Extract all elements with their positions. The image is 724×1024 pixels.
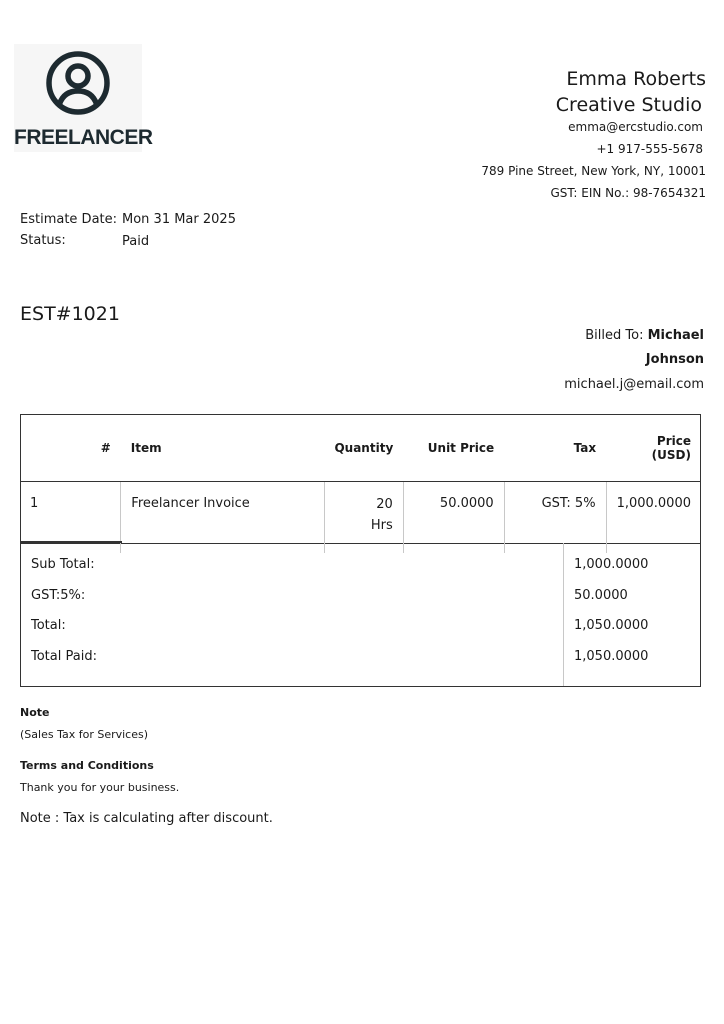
estimate-number: EST#1021 xyxy=(20,303,120,325)
total-paid-value: 1,050.0000 xyxy=(574,649,649,664)
note-text: (Sales Tax for Services) xyxy=(20,728,149,741)
status-label: Status: xyxy=(20,233,66,248)
items-table xyxy=(20,414,701,553)
company-phone: +1 917-555-5678 xyxy=(596,142,703,156)
total-paid-label: Total Paid: xyxy=(31,649,97,664)
totals-divider xyxy=(563,543,564,686)
total-label: Total: xyxy=(31,618,66,633)
footer-note: Note : Tax is calculating after discount. xyxy=(20,811,273,826)
subtotal-label: Sub Total: xyxy=(31,557,95,572)
gst-value: 50.0000 xyxy=(574,588,628,603)
column-header-unit-price: Unit Price xyxy=(403,414,504,482)
estimate-date-label: Estimate Date: xyxy=(20,212,118,227)
column-header-quantity: Quantity xyxy=(324,414,403,482)
company-name-line-2: Creative Studio xyxy=(555,94,702,116)
row-quantity-value: 20 xyxy=(376,497,393,512)
row-index: 1 xyxy=(30,496,39,511)
row-quantity-unit: Hrs xyxy=(370,518,393,533)
row-tax: GST: 5% xyxy=(504,482,606,554)
note-heading: Note xyxy=(20,706,50,719)
billed-to-email: michael.j@email.com xyxy=(564,377,704,392)
company-email: emma@ercstudio.com xyxy=(568,120,703,134)
company-logo xyxy=(14,44,153,152)
company-tax-id: GST: EIN No.: 98-7654321 xyxy=(550,186,706,200)
total-value: 1,050.0000 xyxy=(574,618,649,633)
column-header-price: Price (USD) xyxy=(606,414,701,482)
billed-to-line-1 xyxy=(585,328,704,343)
status-value: Paid xyxy=(122,234,150,249)
column-header-index: # xyxy=(20,414,121,482)
column-header-tax: Tax xyxy=(504,414,606,482)
subtotal-value: 1,000.0000 xyxy=(574,557,649,572)
row-price: 1,000.0000 xyxy=(606,482,701,554)
table-header-row xyxy=(20,414,701,482)
billed-to-name-last: Johnson xyxy=(645,352,704,367)
logo-text: FREELANCER xyxy=(14,126,153,149)
company-name-line-1: Emma Roberts xyxy=(566,68,706,90)
terms-heading: Terms and Conditions xyxy=(20,759,154,772)
billed-to-label: Billed To: xyxy=(585,328,644,343)
estimate-date-value: Mon 31 Mar 2025 xyxy=(122,212,236,227)
gst-label: GST:5%: xyxy=(31,588,86,603)
company-address: 789 Pine Street, New York, NY, 10001 xyxy=(481,164,706,178)
company-name xyxy=(556,66,706,118)
column-header-item: Item xyxy=(121,414,325,482)
row-unit-price: 50.0000 xyxy=(403,482,504,554)
user-avatar-icon xyxy=(44,49,112,117)
row-item: Freelancer Invoice xyxy=(121,482,325,554)
billed-to-name-first: Michael xyxy=(647,328,704,343)
terms-text: Thank you for your business. xyxy=(20,781,180,794)
